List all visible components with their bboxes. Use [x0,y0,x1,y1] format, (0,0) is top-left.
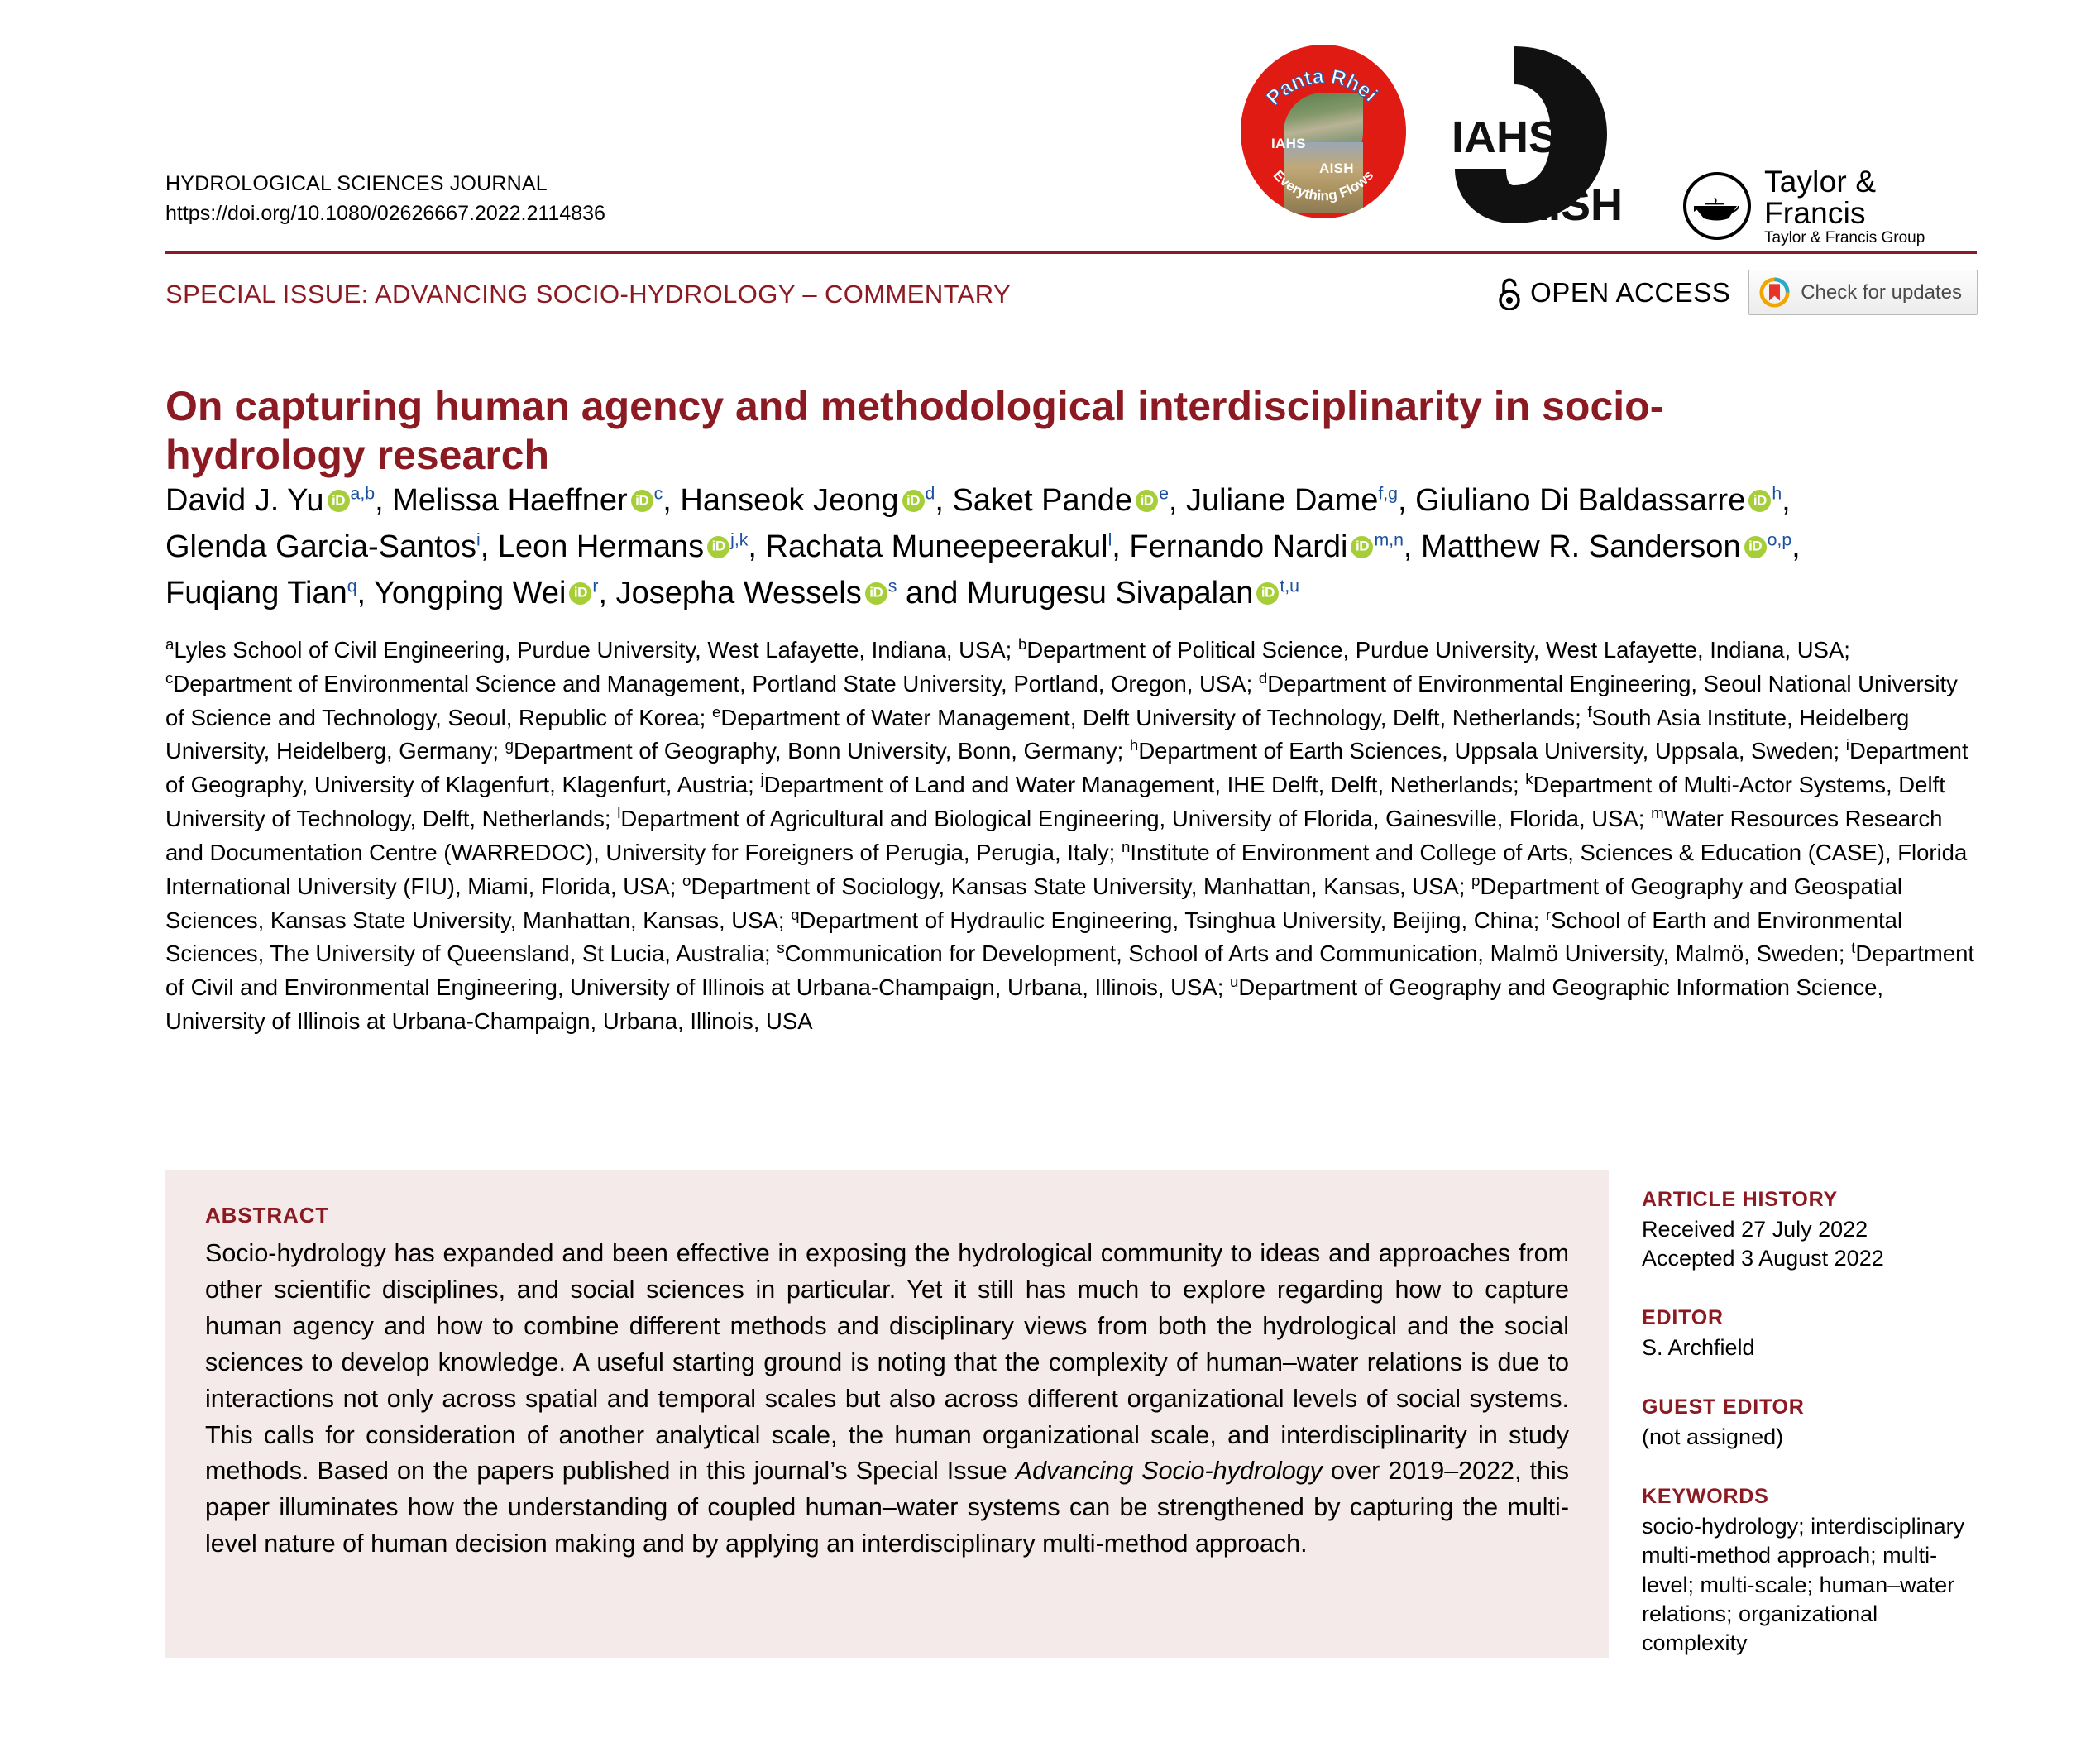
affiliation-text: Department of Environmental Science and Management, Portland State University, Portland, Oregon, USA; [173,670,1259,696]
taylor-francis-subtitle: Taylor & Francis Group [1764,228,1925,247]
taylor-francis-lamp-icon [1683,172,1751,240]
orcid-icon[interactable] [569,582,591,605]
affiliation-text: Department of Geography and Geographic Information Science, University of Illinois at Urbana-Champaign, Urbana, Illinois, USA [165,974,1884,1035]
open-access-badge [1499,275,1730,310]
author-affiliation-marker: o,p [1767,529,1792,550]
affiliation-text: Department of Environmental Engineering, Seoul National University of Science and Technology, Seoul, Republic of Korea; [165,670,1958,730]
affiliation-text: School of Earth and Environmental Sciences, The University of Queensland, St Lucia, Australia; [165,907,1903,967]
abstract-panel [165,1170,1609,1658]
author-list: David J. Yu iD $^{a,b}$, Melissa Haeffner iD $^c$, Hanseok Jeong iD $^d$, Saket Pande iD $^e$, Juliane Dame$^{f,g}$, Giuliano Di Baldassarre iD $^h$, Glenda Garcia-Santos$^i$, Leon Hermans iD $^{j,k}$, Rachata Muneepeerakul$^l$, Fernando Nardi iD $^{m,n}$, Matthew R. Sanderson iD $^{o,p}$, Fuqiang Tian$^q$, Yongping Wei iD $^r$, Josepha Wessels iD $^s$ and Murugesu Sivapalan iD $^{t,u}$ [165,478,1886,617]
panta-rhei-aish-label: AISH [1319,160,1354,176]
editor-name: S. Archfield [1642,1335,1755,1361]
author-affiliation-marker: d [925,483,935,504]
keywords-text: socio-hydrology; interdisciplinary multi-method approach; multi-level; multi-scale; human–water relations; organizational complexity [1642,1514,1965,1655]
editor-group [1642,1306,1973,1362]
access-badges [1499,270,1978,315]
author-affiliation-marker: s [887,576,897,596]
affiliation-key: i [1845,736,1849,754]
guest-editor-heading: GUEST EDITOR [1642,1395,1805,1419]
abstract-special-issue-title: Advancing Socio-hydrology [1015,1457,1323,1486]
author-affiliation-marker: i [476,529,481,550]
affiliation-key: k [1525,770,1533,788]
author-affiliation-marker: h [1772,483,1782,504]
orcid-icon[interactable] [1748,490,1771,512]
affiliation-text: Lyles School of Civil Engineering, Purdue University, West Lafayette, Indiana, USA; [174,637,1018,663]
svg-text:Panta Rhei: Panta Rhei [1261,65,1382,110]
svg-text:Everything Flows: Everything Flows [1270,167,1377,204]
article-accepted-date: Accepted 3 August 2022 [1642,1246,1884,1271]
affiliation-key: u [1230,973,1239,991]
affiliation-text: South Asia Institute, Heidelberg University, Heidelberg, Germany; [165,704,1910,764]
article-history-group [1642,1188,1973,1273]
author-name: Leon Hermans [497,529,705,564]
article-received-date: Received 27 July 2022 [1642,1217,1868,1242]
affiliation-key: f [1587,702,1592,720]
orcid-icon[interactable] [1351,536,1373,558]
affiliation-key: t [1851,939,1856,957]
author-affiliation-marker: q [347,576,357,596]
affiliation-text: Department of Land and Water Management, IHE Delft, Delft, Netherlands; [763,772,1526,798]
author-affiliation-marker: m,n [1374,529,1404,550]
taylor-francis-title: Taylor & Francis [1764,164,1877,231]
affiliation-key: g [505,736,514,754]
author-affiliation-marker: a,b [350,483,376,504]
affiliation-text: Department of Geography and Geospatial Sciences, Kansas State University, Manhattan, Kansas, USA; [165,873,1903,933]
affiliation-text: Department of Multi-Actor Systems, Delft University of Technology, Delft, Netherlands; [165,772,1945,832]
orcid-icon[interactable] [707,536,729,558]
check-for-updates-button[interactable] [1748,270,1978,315]
affiliation-text: Department of Political Science, Purdue University, West Lafayette, Indiana, USA; [1026,637,1850,663]
guest-editor-name: (not assigned) [1642,1424,1784,1450]
affiliation-key: l [617,803,621,821]
affiliation-key: e [711,702,721,720]
affiliation-key: h [1129,736,1139,754]
author-name: Josepha Wessels [615,575,862,610]
author-affiliation-marker: e [1159,483,1169,504]
affiliation-text: Department of Civil and Environmental Engineering, University of Illinois at Urbana-Champaign, Urbana, Illinois, USA; [165,941,1975,1001]
affiliation-key: s [777,939,785,957]
affiliation-key: p [1471,871,1481,889]
author-affiliation-marker: j,k [730,529,749,550]
journal-header [165,172,1158,226]
author-name: Fuqiang Tian [165,575,347,610]
iahs-text: IAHS [1452,112,1559,162]
panta-rhei-arc-text [1241,45,1406,218]
author-affiliation-marker: r [592,576,599,596]
affiliation-key: m [1651,803,1664,821]
affiliation-text: Department of Earth Sciences, Uppsala University, Uppsala, Sweden; [1138,738,1846,764]
publisher-logo-bar [1232,28,1977,247]
check-for-updates-label: Check for updates [1801,280,1962,304]
guest-editor-group [1642,1395,1973,1452]
special-issue-label: SPECIAL ISSUE: ADVANCING SOCIO-HYDROLOGY – COMMENTARY [165,280,1012,309]
orcid-icon[interactable] [1136,490,1158,512]
affiliation-list [165,634,1977,1039]
affiliation-text: Institute of Environment and College of Arts, Sciences & Education (CASE), Florida International University (FIU), Miami, Florida, USA; [165,839,1968,899]
author-affiliation-marker: l [1107,529,1112,550]
author-name: Rachata Muneepeerakul [765,529,1108,564]
author-name: Fernando Nardi [1129,529,1348,564]
affiliation-key: q [791,905,800,923]
orcid-icon[interactable] [865,582,887,605]
author-name: Saket Pande [952,483,1133,518]
open-lock-icon [1499,275,1520,310]
aish-text: AISH [1516,180,1624,230]
affiliation-key: b [1017,634,1027,653]
author-affiliation-marker: c [653,483,663,504]
affiliation-key: a [165,634,175,653]
crossmark-icon [1759,277,1790,308]
author-name: Matthew R. Sanderson [1421,529,1741,564]
journal-doi-link[interactable]: https://doi.org/10.1080/02626667.2022.2114836 [165,202,605,225]
author-affiliation-marker: t,u [1280,576,1300,596]
author-name: Murugesu Sivapalan [966,575,1254,610]
author-name: Melissa Haeffner [392,483,628,518]
editor-heading: EDITOR [1642,1306,1724,1330]
abstract-heading: ABSTRACT [205,1203,330,1228]
affiliation-key: r [1545,905,1552,923]
author-name: Hanseok Jeong [680,483,899,518]
affiliation-text: Department of Water Management, Delft University of Technology, Delft, Netherlands; [720,704,1588,730]
panta-rhei-logo [1241,45,1406,218]
page-title: On capturing human agency and methodological interdisciplinarity in socio-hydrology research [165,382,1664,478]
affiliation-text: Department of Geography, Bonn University, Bonn, Germany; [514,738,1130,764]
orcid-icon[interactable] [1744,536,1767,558]
affiliation-key: n [1121,837,1131,855]
article-history-heading: ARTICLE HISTORY [1642,1188,1839,1211]
affiliation-text: Department of Sociology, Kansas State University, Manhattan, Kansas, USA; [691,873,1472,899]
author-name: Glenda Garcia-Santos [165,529,476,564]
orcid-icon[interactable] [631,490,653,512]
author-name: Giuliano Di Baldassarre [1415,483,1746,518]
iahs-aish-logo [1427,28,1634,239]
open-access-label: OPEN ACCESS [1530,276,1731,308]
abstract-text: Socio-hydrology has expanded and been effective in exposing the hydrological community to ideas and approaches from other scientific disciplines, and social sciences in particular. Yet it still has much to explore regarding how to capture human agency and how to combine different methods and disciplinary views from both the hydrological and the social sciences to develop knowledge. A useful starting ground is noting that the complexity of human–water relations is due to interactions not only across spatial and temporal scales but also across different organizational levels of social systems. This calls for consideration of another analytical scale, the human organizational scale, and interdisciplinarity in study methods. Based on the papers published in this journal’s Special Issue Advancing Socio-hydrology over 2019–2022, this paper illuminates how the understanding of coupled human–water systems can be strengthened by capturing the multi-level nature of human decision making and by applying an interdisciplinary multi-method approach. [205,1239,1570,1558]
panta-rhei-iahs-label: IAHS [1271,136,1306,151]
header-divider-rule [165,251,1977,254]
author-name: Yongping Wei [373,575,567,610]
article-meta-sidebar [1642,1188,1973,1658]
author-name: Juliane Dame [1186,483,1379,518]
affiliation-key: o [682,871,691,889]
author-affiliation-marker: f,g [1378,483,1399,504]
affiliation-key: d [1258,668,1268,687]
keywords-group [1642,1485,1973,1657]
author-name: David J. Yu [165,483,324,518]
orcid-icon[interactable] [328,490,350,512]
affiliation-text: Department of Hydraulic Engineering, Tsinghua University, Beijing, China; [799,907,1546,933]
affiliation-key: j [760,770,764,788]
affiliation-text: Water Resources Research and Documentation Centre (WARREDOC), University for Foreigners of Perugia, Perugia, Italy; [165,806,1943,865]
affiliation-text: Department of Geography, University of Klagenfurt, Klagenfurt, Austria; [165,738,1968,798]
affiliation-text: Department of Agricultural and Biological Engineering, University of Florida, Gainesville, Florida, USA; [620,806,1652,832]
affiliation-text: Communication for Development, School of Arts and Communication, Malmö University, Malmö, Sweden; [784,941,1852,967]
taylor-francis-logo [1683,160,1973,251]
journal-name: HYDROLOGICAL SCIENCES JOURNAL [165,172,548,195]
orcid-icon[interactable] [902,490,925,512]
orcid-icon[interactable] [1256,582,1279,605]
keywords-heading: KEYWORDS [1642,1485,1769,1509]
affiliation-key: c [165,668,174,687]
